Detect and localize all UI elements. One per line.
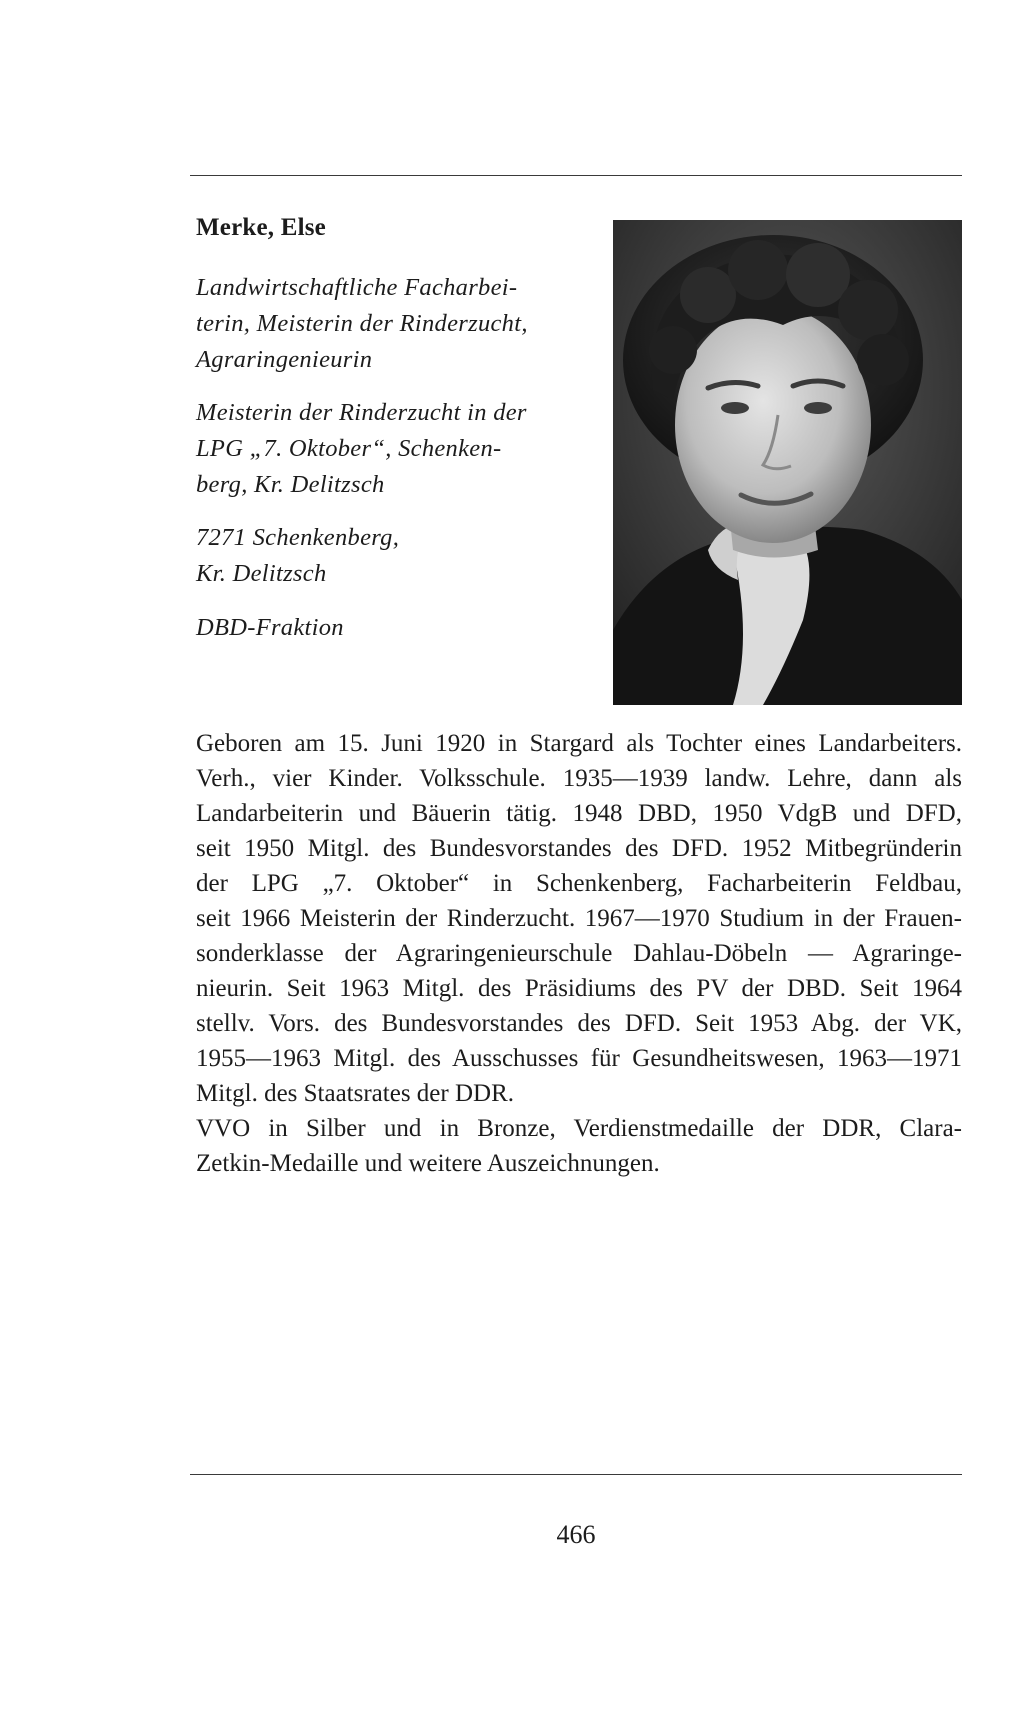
- qualifications: [196, 270, 576, 378]
- biography-line: Landarbeiterin und Bäuerin tätig. 1948 DBD, 1950 VdgB und DFD,: [196, 800, 962, 827]
- position: [196, 395, 576, 503]
- biography-line: Verh., vier Kinder. Volksschule. 1935—1939 landw. Lehre, dann als: [196, 765, 962, 792]
- position-line: Meisterin der Rinderzucht in der: [196, 399, 527, 426]
- qualification-line: terin, Meisterin der Rinderzucht,: [196, 310, 528, 337]
- biography-line: 1955—1963 Mitgl. des Ausschusses für Gesundheitswesen, 1963—1971: [196, 1045, 962, 1072]
- address-line: 7271 Schenkenberg,: [196, 524, 400, 551]
- top-rule: [190, 175, 962, 176]
- biography-line: der LPG „7. Oktober“ in Schenkenberg, Facharbeiterin Feldbau,: [196, 870, 962, 897]
- portrait-photo: [613, 220, 962, 705]
- address: [196, 520, 576, 592]
- biography-line: Zetkin-Medaille und weitere Auszeichnungen.: [196, 1150, 660, 1177]
- faction: [196, 610, 576, 646]
- biography-line: VVO in Silber und in Bronze, Verdienstmedaille der DDR, Clara-: [196, 1115, 962, 1142]
- biography-line: sonderklasse der Agraringenieurschule Dahlau-Döbeln — Agraringe-: [196, 940, 962, 967]
- qualification-line: Landwirtschaftliche Facharbei-: [196, 274, 518, 301]
- person-name: Merke, Else: [196, 214, 326, 241]
- biography-line: Mitgl. des Staatsrates der DDR.: [196, 1080, 515, 1107]
- position-line: LPG „7. Oktober“, Schenken-: [196, 435, 502, 462]
- bottom-rule: [190, 1474, 962, 1475]
- position-line: berg, Kr. Delitzsch: [196, 471, 385, 498]
- biography-line: nieurin. Seit 1963 Mitgl. des Präsidiums des PV der DBD. Seit 1964: [196, 975, 962, 1002]
- biography-line: Geboren am 15. Juni 1920 in Stargard als Tochter eines Landarbeiters.: [196, 730, 962, 757]
- page-number: 466: [556, 1520, 596, 1549]
- biography: [196, 726, 962, 1181]
- biography-line: stellv. Vors. des Bundesvorstandes des DFD. Seit 1953 Abg. der VK,: [196, 1010, 962, 1037]
- biography-line: seit 1966 Meisterin der Rinderzucht. 1967—1970 Studium in der Frauen-: [196, 905, 962, 932]
- biography-line: seit 1950 Mitgl. des Bundesvorstandes des DFD. 1952 Mitbegründerin: [196, 835, 962, 862]
- address-line: Kr. Delitzsch: [196, 560, 327, 587]
- faction-label: DBD-Fraktion: [196, 614, 344, 641]
- page-number-container: [0, 1520, 1024, 1550]
- qualification-line: Agraringenieurin: [196, 346, 373, 373]
